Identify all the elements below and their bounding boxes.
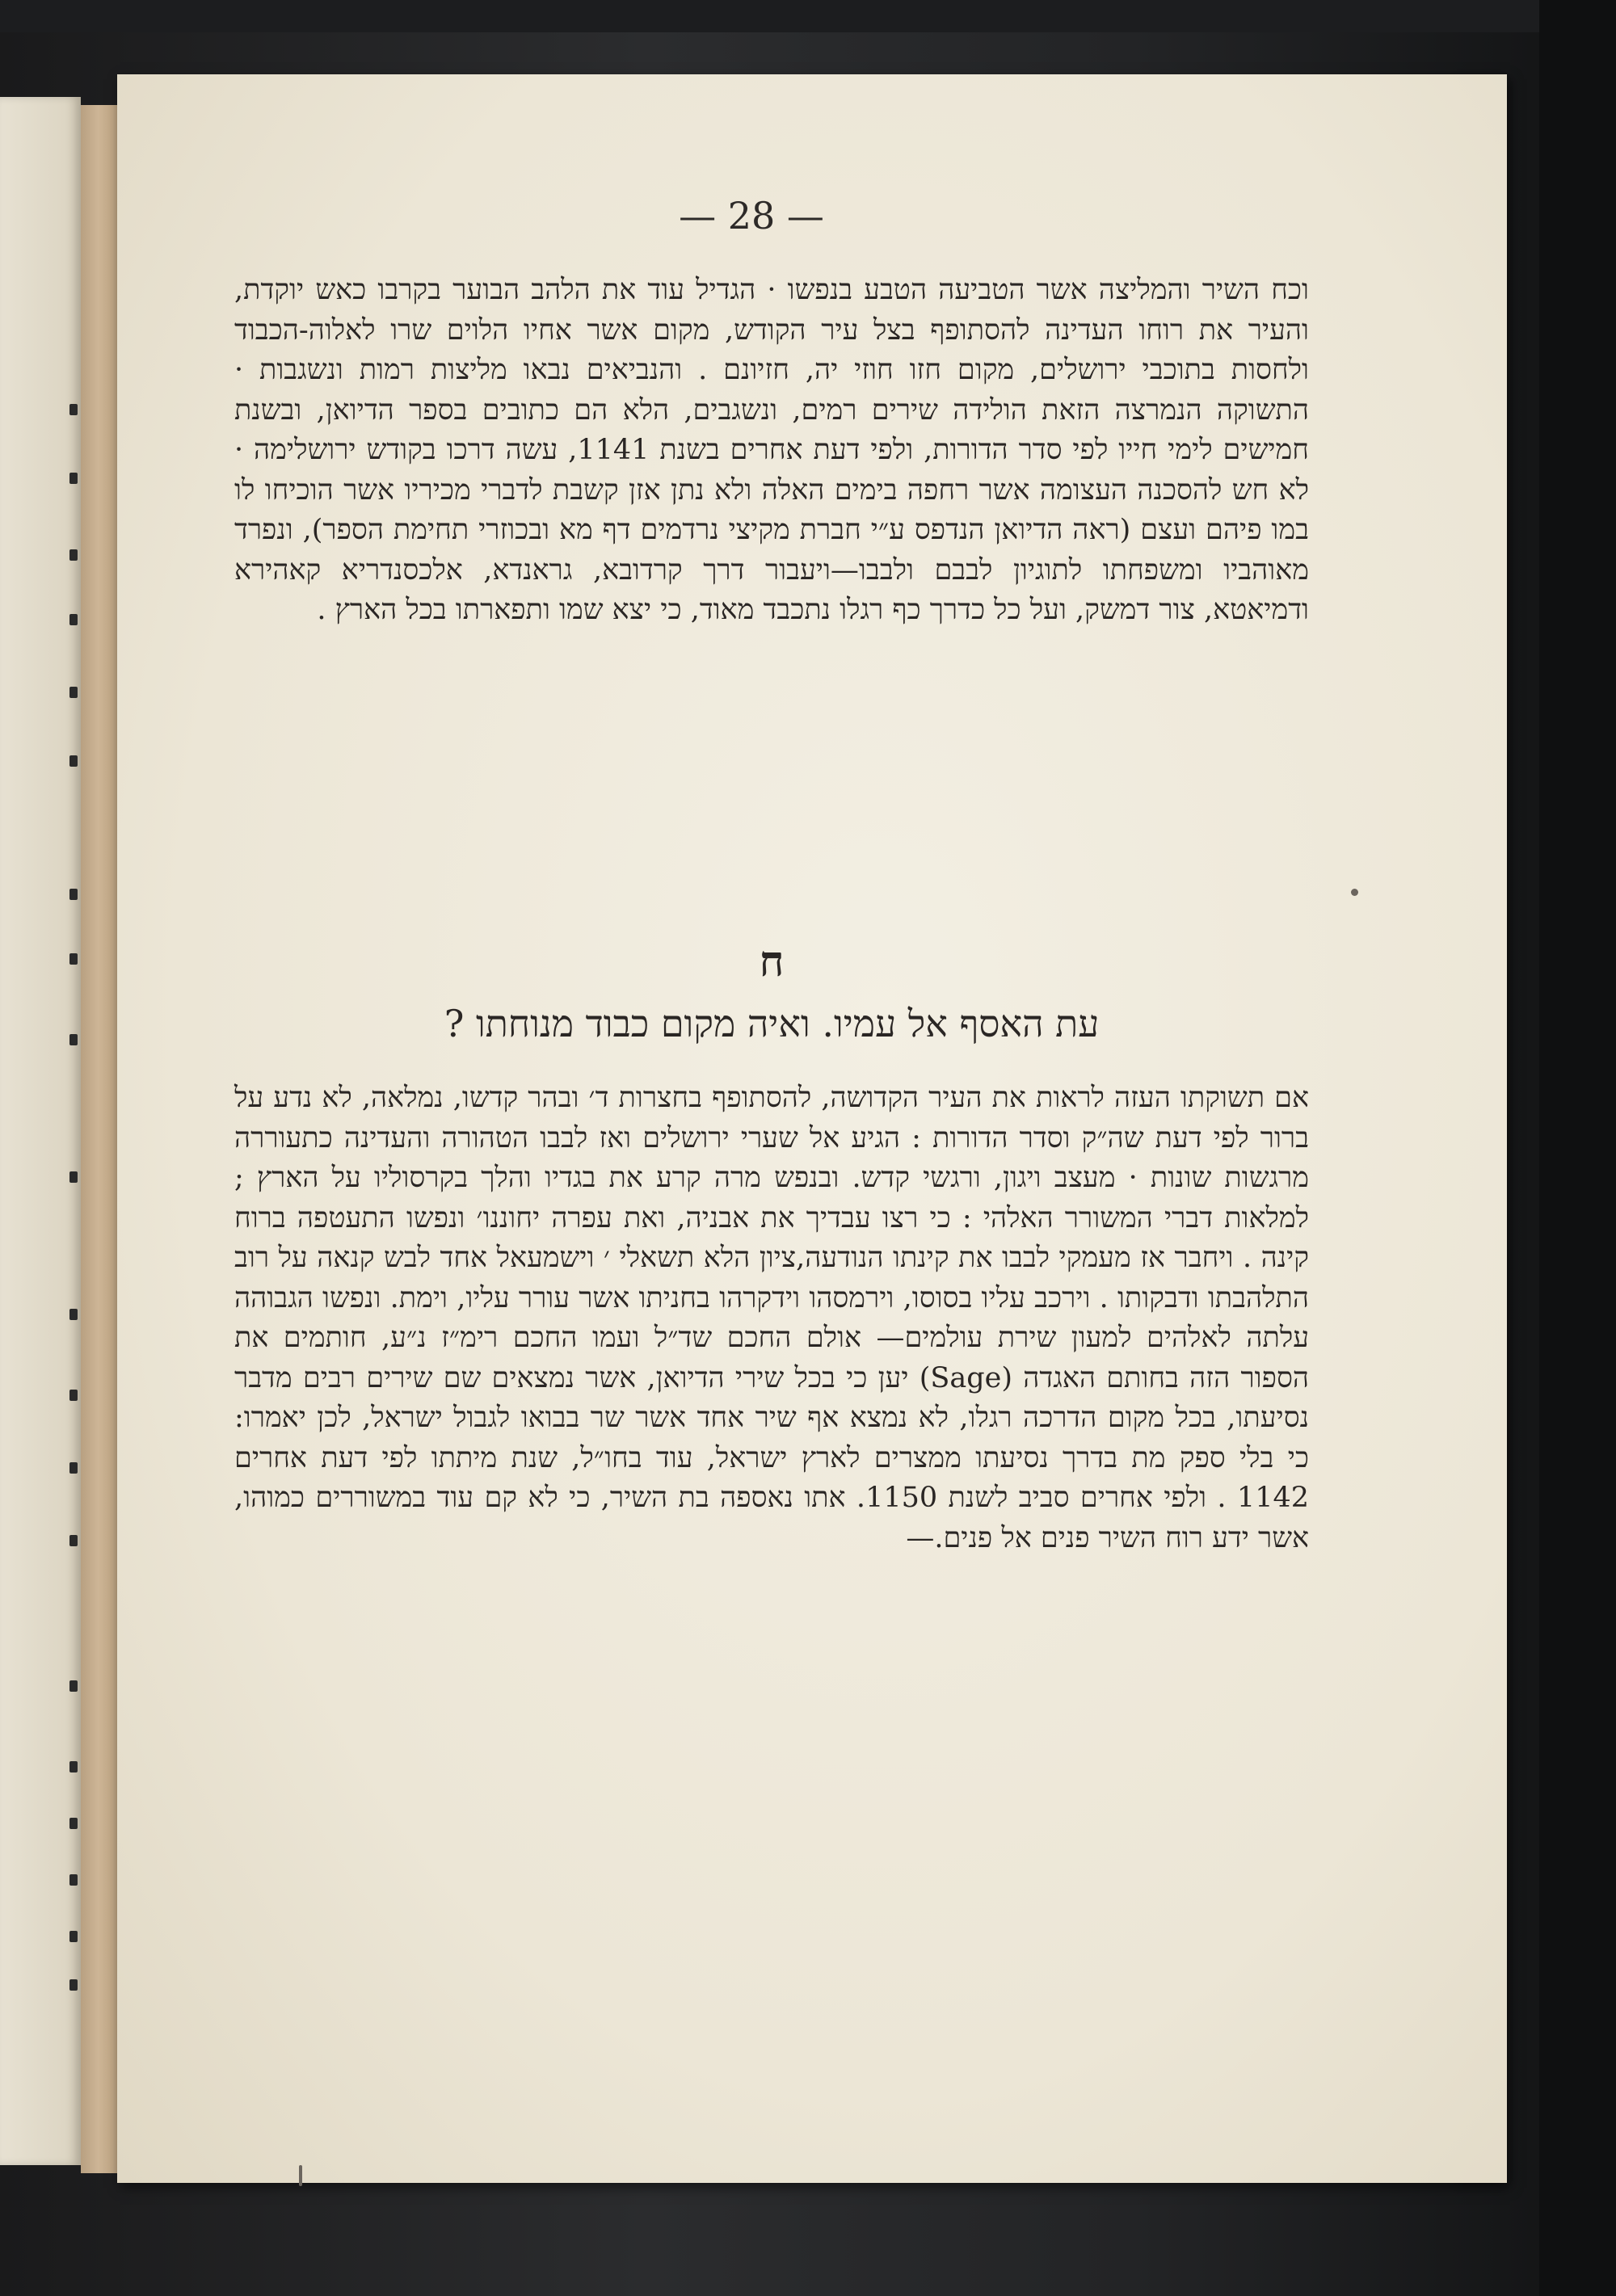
text-fragment xyxy=(69,953,78,965)
text-fragment xyxy=(69,755,78,767)
text-fragment xyxy=(69,687,78,698)
text-fragment xyxy=(69,1171,78,1183)
text-fragment xyxy=(69,614,78,625)
section-number: ח xyxy=(759,937,785,986)
page-number: — 28 — xyxy=(679,194,824,238)
text-fragment xyxy=(69,1680,78,1692)
text-fragment xyxy=(69,1462,78,1474)
text-fragment xyxy=(69,1874,78,1886)
paper-mark xyxy=(299,2165,302,2186)
text-fragment xyxy=(69,1931,78,1942)
section-title: עת האסף אל עמיו. ואיה מקום כבוד מנוחתו ? xyxy=(444,1002,1100,1045)
text-fragment xyxy=(69,1034,78,1045)
text-fragment xyxy=(69,1390,78,1401)
book-gutter xyxy=(81,105,120,2173)
text-fragment xyxy=(69,404,78,415)
text-fragment xyxy=(69,1979,78,1991)
text-fragment xyxy=(69,1535,78,1546)
text-fragment xyxy=(69,1818,78,1829)
text-fragment xyxy=(69,889,78,900)
text-fragment xyxy=(69,1309,78,1320)
paper-spot xyxy=(1351,889,1358,896)
left-page-text-edge xyxy=(63,97,81,2165)
text-fragment xyxy=(69,1761,78,1772)
body-paragraph-1: וכח השיר והמליצה אשר הטביעה הטבע בנפשו · הגדיל עוד את הלהב הבוער בקרבו כאש יוקדת, והעיר את רוחו העדינה להסתופף בצל עיר הקודש, מקום אשר אחיו הלוים שרו לאלוה-הכבוד ולחסות בתוכבי ירושלים, מקום חזו חוזי יה, חזיונם . והנביאים נבאו מליצות רמות ונשגבות · התשוקה הנמרצה הזאת הולידה שירים רמים, ונשגבים, הלא הם כתובים בספר הדיואן, ובשנת חמישים לימי חייו לפי סדר הדורות, ולפי דעת אחרים בשנת 1141, עשה דרכו בקודש ירושלימה · לא חש להסכנה העצומה אשר רחפה בימים האלה ולא נתן אזן קשבת לדברי מכיריו אשר הוכיחו לו במו פיהם ועצם (ראה הדיואן הנדפס ע״י חברת מקיצי נרדמים דף מא ובכוזרי תחימת הספר), ונפרד מאוהביו ומשפחתו לתוגיון לבבם ולבבו—ויעבור דרך קרדובא, גראנדא, אלכסנדריא קאהירא ודמיאטא, צור דמשק, ועל כל כדרך כף רגלו נתכבד מאוד, כי יצא שמו ותפארתו בכל הארץ . xyxy=(234,274,1309,626)
text-fragment xyxy=(69,549,78,561)
left-page xyxy=(0,97,81,2165)
text-fragment xyxy=(69,473,78,484)
body-paragraph-2: אם תשוקתו העזה לראות את העיר הקדושה, להסתופף בחצרות ד׳ ובהר קדשו, נמלאה, לא נדע על ברור לפי דעת שה״ק וסדר הדורות : הגיע אל שערי ירושלים ואז לבבו הטהורה והעדינה כתעוררה מרגשות שונות · מעצב ויגון, ורגשי קדש. ובנפש מרה קרע את בגדיו והלך בקרסוליו על הארץ ; למלאות דברי המשורר האלהי : כי רצו עבדיך את אבניה, ואת עפרה יחוננו׳ ונפשו התעטפה ברוח קינה . ויחבר אז מעמקי לבבו את קינתו הנודעה,ציון הלא תשאלי ׳ וישמעאל אחד לבש קנאה על רוב התלהבתו ודבקותו . וירכב עליו בסוסו, וירמסהו וידקרהו בחניתו אשר עורר עליו, וימת. ונפשו הגבוהה עלתה לאלהים למעון שירת עולמים— אולם החכם שד״ל ועמו החכם רימ״ז נ״ע, חותמים את הספור הזה בחותם האגדה (Sage) יען כי בכל שירי הדיואן, אשר נמצאים שם שירים רבים מדבר נסיעתו, בכל מקום הדרכה רגלו, לא נמצא אף שיר אחד אשר שר בבואו לגבול ישראל, לכן יאמרו: כי בלי ספק מת בדרך נסיעתו ממצרים לארץ ישראל, עוד בחו״ל, שנת מיתתו לפי דעת אחרים 1142 . ולפי אחרים סביב לשנת 1150. אתו נאספה בת השיר, כי לא קם עוד במשוררים כמוהו, אשר ידע רוח השיר פנים אל פנים.— xyxy=(234,1082,1309,1554)
cover-edge xyxy=(1539,0,1616,2296)
